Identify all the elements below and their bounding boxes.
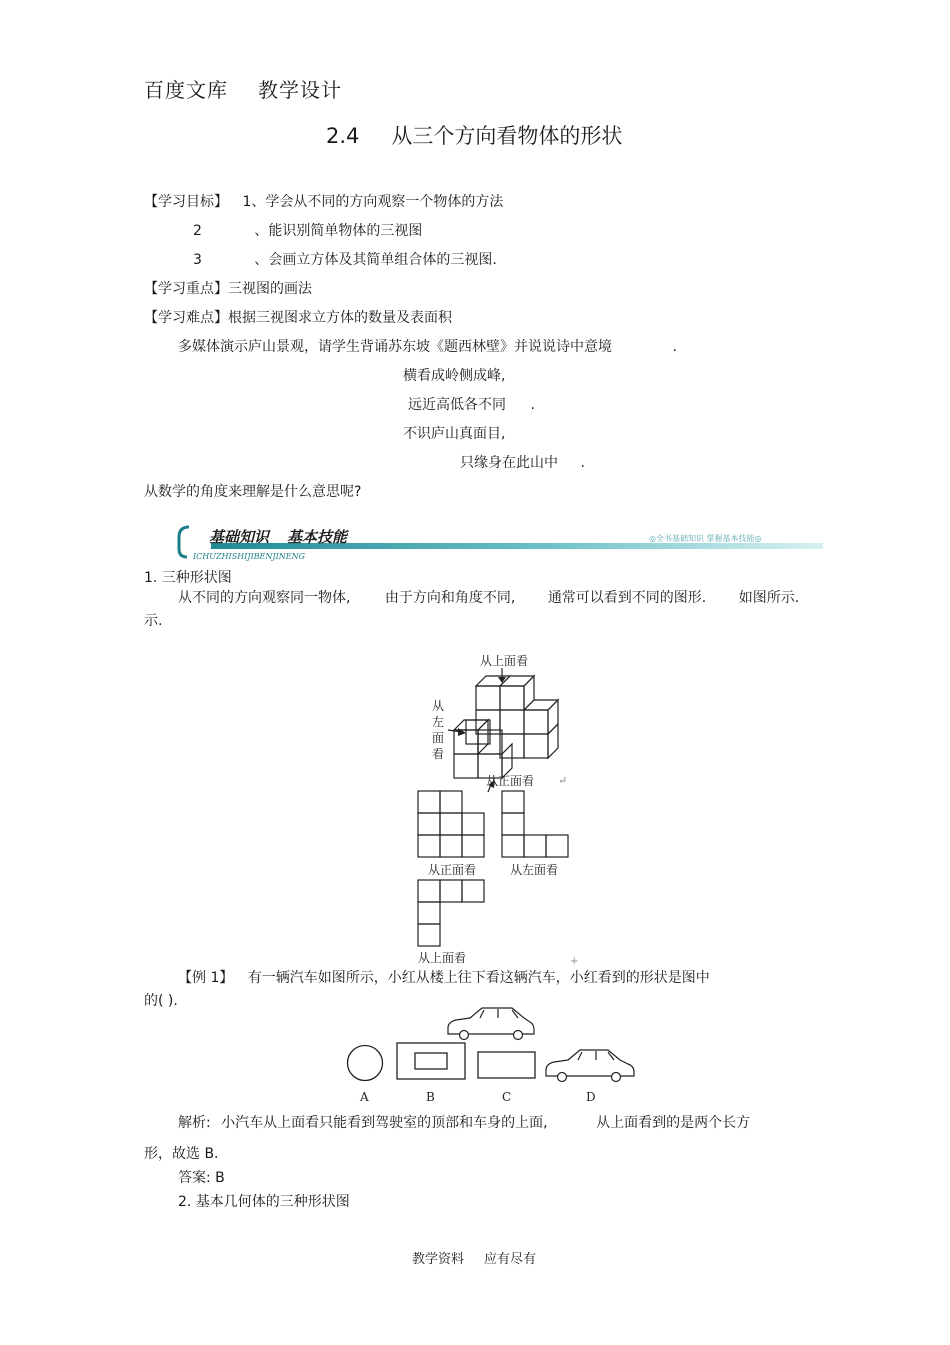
poem-line-4-end: . — [580, 455, 585, 471]
cube-stack — [454, 676, 558, 778]
objective-3: 、会画立方体及其简单组合体的三视图. — [254, 252, 497, 268]
poem-line-2 — [408, 394, 535, 414]
section1-part-2: 由于方向和角度不同, — [384, 590, 516, 606]
page-header — [144, 74, 342, 103]
left-view-grid — [502, 791, 568, 857]
analysis-line — [178, 1112, 750, 1132]
focus-line — [144, 278, 312, 298]
section-banner — [175, 523, 827, 561]
fig-plus-mark: + — [570, 956, 579, 967]
example1-figure — [340, 1000, 640, 1108]
analysis-text2: 形，故选 B. — [144, 1146, 219, 1162]
objectives-tag: 【学习目标】 — [144, 194, 228, 210]
option-b-rects — [397, 1043, 465, 1079]
section2-heading: 2. 基本几何体的三种形状图 — [178, 1194, 350, 1210]
option-b-label: B — [426, 1090, 435, 1104]
banner-slogan: ◎全书基础知识 掌握基本技能◎ — [649, 534, 762, 543]
intro-line — [178, 336, 677, 356]
section1-para-end: 示. — [144, 613, 163, 629]
option-a-circle — [348, 1046, 383, 1081]
section1-part-4: 如图所示. — [738, 590, 800, 606]
option-a-label: A — [360, 1090, 369, 1104]
fig-left-arrowhead — [458, 728, 466, 736]
fig-left-label-1: 从 — [432, 699, 445, 713]
objectives-line-2 — [193, 220, 422, 240]
focus-text: 三视图的画法 — [228, 281, 312, 297]
section1-heading: 1. 三种形状图 — [144, 570, 232, 586]
car-original — [448, 1008, 534, 1040]
fig-left-label-3: 面 — [432, 731, 445, 745]
three-views-figure — [400, 648, 590, 968]
fig-top-label: 从上面看 — [480, 654, 529, 668]
difficulty-text: 根据三视图求立方体的数量及表面积 — [228, 310, 452, 326]
title-number: 2.4 — [326, 124, 360, 148]
intro-text: 多媒体演示庐山景观，请学生背诵苏东坡《题西林壁》并说说诗中意境 — [178, 339, 612, 355]
top-view-label: 从上面看 — [418, 951, 467, 965]
cube-row-front — [454, 710, 512, 778]
objective-2-num: 2 — [193, 223, 202, 239]
banner-title2: 基本技能 — [287, 528, 348, 546]
option-c-label: C — [502, 1090, 512, 1104]
example1-text: 有一辆汽车如图所示，小红从楼上往下看这辆汽车，小红看到的形状是图中 — [247, 970, 710, 986]
option-d-car — [546, 1050, 634, 1082]
section1-part-1: 从不同的方向观察同一物体, — [178, 590, 351, 606]
page-title — [326, 120, 622, 150]
page-footer — [412, 1248, 536, 1267]
example1-text2: 的( ). — [144, 993, 178, 1009]
objective-3-num: 3 — [193, 252, 202, 268]
fig-left-label-4: 看 — [432, 747, 445, 761]
left-view-label: 从左面看 — [510, 863, 559, 877]
example1-tag: 【例 1】 — [178, 970, 234, 986]
section1-para — [178, 587, 799, 607]
cube-row-back — [476, 676, 558, 758]
answer-line: 答案: B — [178, 1170, 225, 1186]
poem-line-1: 横看成岭侧成峰, — [403, 368, 506, 384]
objectives-line-1 — [144, 191, 503, 211]
option-c-rect — [478, 1052, 535, 1078]
objective-1: 1、学会从不同的方向观察一个物体的方法 — [242, 194, 504, 210]
title-text: 从三个方向看物体的形状 — [391, 124, 623, 148]
objectives-line-3 — [193, 249, 497, 269]
poem-line-3: 不识庐山真面目, — [403, 426, 506, 442]
intro-end: . — [672, 339, 677, 355]
banner-graphic — [175, 523, 827, 561]
focus-tag: 【学习重点】 — [144, 281, 228, 297]
front-view-label: 从正面看 — [428, 863, 477, 877]
fig-front-label: 从正面看 — [486, 774, 535, 788]
poem-line-2-end: . — [530, 397, 535, 413]
objective-2: 、能识别简单物体的三视图 — [254, 223, 423, 239]
front-view-grid — [418, 791, 484, 857]
difficulty-line — [144, 307, 452, 327]
analysis-label: 解析: — [178, 1115, 211, 1131]
fig-return-mark: ↵ — [558, 774, 568, 787]
poem-line-4 — [460, 452, 585, 472]
difficulty-tag: 【学习难点】 — [144, 310, 228, 326]
footer-left: 教学资料 — [412, 1252, 465, 1267]
poem-line-2-text: 远近高低各不同 — [408, 397, 506, 413]
option-d-label: D — [586, 1090, 596, 1104]
top-view-grid — [418, 880, 484, 946]
footer-right: 应有尽有 — [484, 1252, 537, 1267]
example1-line — [178, 967, 710, 987]
analysis-text-b: 从上面看到的是两个长方 — [596, 1115, 751, 1131]
fig-top-arrowhead — [498, 677, 506, 683]
banner-pinyin: ICHUZHISHIJIBENJINENG — [193, 552, 305, 561]
question-line: 从数学的角度来理解是什么意思呢? — [144, 484, 362, 500]
header-section: 教学设计 — [258, 78, 342, 102]
poem-line-4-text: 只缘身在此山中 — [460, 455, 558, 471]
banner-title: 基础知识 — [209, 528, 270, 546]
header-site: 百度文库 — [144, 78, 228, 102]
banner-j-mark — [179, 527, 189, 557]
analysis-text: 小汽车从上面看只能看到驾驶室的顶部和车身的上面, — [221, 1115, 548, 1131]
fig-left-label-2: 左 — [432, 715, 445, 729]
section1-part-3: 通常可以看到不同的图形. — [547, 590, 707, 606]
